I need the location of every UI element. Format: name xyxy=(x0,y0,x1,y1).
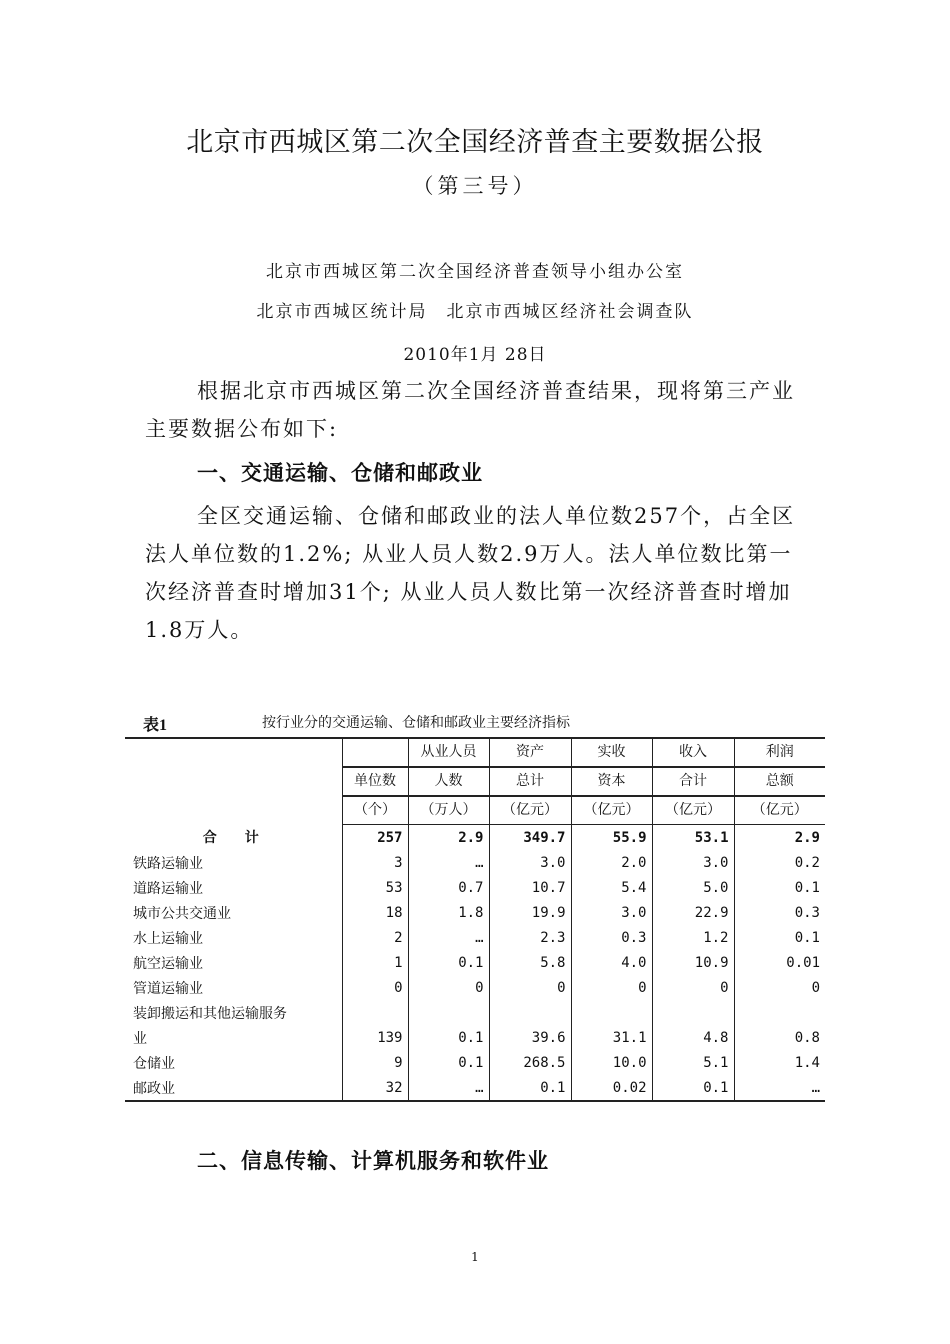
row-value-cell: 2.0 xyxy=(571,850,652,875)
header-capital-line1: 实收 xyxy=(571,738,652,767)
row-industry-name: 管道运输业 xyxy=(133,980,203,997)
table-caption: 按行业分的交通运输、仓储和邮政业主要经济指标 xyxy=(262,715,570,731)
header-units-unit: （个） xyxy=(342,796,408,825)
header-income-unit: （亿元） xyxy=(652,796,734,825)
row-value-cell: 0.1 xyxy=(734,875,825,900)
header-income-line1: 收入 xyxy=(652,738,734,767)
row-industry-name: 水上运输业 xyxy=(133,930,203,947)
row-value-cell: 2 xyxy=(342,925,408,950)
page-number: 1 xyxy=(471,1250,479,1264)
row-value-cell xyxy=(489,1000,571,1025)
row-value-cell: 0.1 xyxy=(652,1075,734,1101)
row-value-cell: 39.6 xyxy=(489,1025,571,1050)
row-value-cell: 22.9 xyxy=(652,900,734,925)
row-value-cell: 53 xyxy=(342,875,408,900)
row-value-cell: 1 xyxy=(342,950,408,975)
table-row xyxy=(125,925,825,950)
row-value-cell: 3.0 xyxy=(489,850,571,875)
row-value-cell: 0.2 xyxy=(734,850,825,875)
publish-date: 2010年1月 28日 xyxy=(403,345,547,365)
row-value-cell: 18 xyxy=(342,900,408,925)
row-value-cell: 0.3 xyxy=(734,900,825,925)
header-profit-unit: （亿元） xyxy=(734,796,825,825)
row-value-cell: 9 xyxy=(342,1050,408,1075)
row-value-cell: 5.8 xyxy=(489,950,571,975)
header-industry xyxy=(125,738,342,825)
row-value-cell: 55.9 xyxy=(571,825,652,851)
row-value-cell: 0.1 xyxy=(408,1025,489,1050)
row-industry-name: 邮政业 xyxy=(125,1075,342,1101)
header-capital-line2: 资本 xyxy=(571,767,652,796)
section-1-heading: 一、交通运输、仓储和邮政业 xyxy=(197,460,483,485)
row-value-cell: 0 xyxy=(408,975,489,1000)
row-value-cell xyxy=(571,1000,652,1025)
row-value-cell xyxy=(408,1000,489,1025)
row-industry-name: 道路运输业 xyxy=(133,880,203,897)
row-value-cell: 3.0 xyxy=(652,850,734,875)
issuer-line-1: 北京市西城区第二次全国经济普查领导小组办公室 xyxy=(266,262,684,282)
row-value-cell: … xyxy=(408,1075,489,1101)
row-value-cell: 19.9 xyxy=(489,900,571,925)
document-title: 北京市西城区第二次全国经济普查主要数据公报 xyxy=(186,127,764,158)
table-header-row-1 xyxy=(125,738,825,767)
header-profit-line2: 总额 xyxy=(734,767,825,796)
table-row xyxy=(125,1025,825,1050)
table-row xyxy=(125,875,825,900)
row-value-cell: 10.9 xyxy=(652,950,734,975)
row-value-cell: 0.1 xyxy=(408,1050,489,1075)
table-row xyxy=(125,1075,825,1101)
header-employees-line2: 人数 xyxy=(408,767,489,796)
table-row xyxy=(125,950,825,975)
row-value-cell: 0.02 xyxy=(571,1075,652,1101)
row-industry-name: 航空运输业 xyxy=(133,955,203,972)
row-value-cell: 5.0 xyxy=(652,875,734,900)
row-value-cell: 53.1 xyxy=(652,825,734,851)
row-value-cell: … xyxy=(734,1075,825,1101)
table-row xyxy=(125,975,825,1000)
row-value-cell: 1.2 xyxy=(652,925,734,950)
row-value-cell: 10.7 xyxy=(489,875,571,900)
row-value-cell: 0 xyxy=(571,975,652,1000)
row-value-cell: 3 xyxy=(342,850,408,875)
row-value-cell: 0 xyxy=(489,975,571,1000)
table-label: 表1 xyxy=(143,717,168,734)
row-value-cell: 2.9 xyxy=(734,825,825,851)
row-industry-name: 业 xyxy=(133,1030,147,1047)
table-row xyxy=(125,900,825,925)
row-value-cell: 0.8 xyxy=(734,1025,825,1050)
table-row xyxy=(125,825,825,851)
header-employees-unit: （万人） xyxy=(408,796,489,825)
row-value-cell: 1.4 xyxy=(734,1050,825,1075)
row-value-cell: 0.1 xyxy=(734,925,825,950)
row-value-cell: 4.8 xyxy=(652,1025,734,1050)
header-profit-line1: 利润 xyxy=(734,738,825,767)
row-value-cell xyxy=(342,1000,408,1025)
row-value-cell: 349.7 xyxy=(489,825,571,851)
row-value-cell: 268.5 xyxy=(489,1050,571,1075)
row-value-cell: 0.7 xyxy=(408,875,489,900)
row-value-cell: 139 xyxy=(342,1025,408,1050)
row-value-cell: 10.0 xyxy=(571,1050,652,1075)
row-value-cell: 0.01 xyxy=(734,950,825,975)
row-value-cell: 0.3 xyxy=(571,925,652,950)
economic-indicators-table xyxy=(125,737,825,1102)
table-row xyxy=(125,1000,825,1025)
row-value-cell: 257 xyxy=(342,825,408,851)
row-industry-name: 城市公共交通业 xyxy=(133,905,231,922)
header-income-line2: 合计 xyxy=(652,767,734,796)
header-assets-line2: 总计 xyxy=(489,767,571,796)
header-capital-unit: （亿元） xyxy=(571,796,652,825)
row-value-cell: 2.3 xyxy=(489,925,571,950)
section-2-heading: 二、信息传输、计算机服务和软件业 xyxy=(197,1148,549,1173)
row-value-cell: 0.1 xyxy=(408,950,489,975)
row-value-cell: 4.0 xyxy=(571,950,652,975)
row-value-cell xyxy=(734,1000,825,1025)
row-value-cell: 0 xyxy=(342,975,408,1000)
row-value-cell: 3.0 xyxy=(571,900,652,925)
row-value-cell: … xyxy=(408,850,489,875)
document-subtitle: （第三号） xyxy=(412,174,538,198)
row-industry-name: 合 计 xyxy=(202,830,259,847)
row-value-cell: 32 xyxy=(342,1075,408,1101)
row-value-cell xyxy=(652,1000,734,1025)
section-1-paragraph: 全区交通运输、仓储和邮政业的法人单位数257个，占全区法人单位数的1.2%; 从业人员人数2.9万人。法人单位数比第一次经济普查时增加31个; 从业人员人数比第一次经济普查时增加1.8万人。 xyxy=(145,504,796,642)
row-value-cell: 5.1 xyxy=(652,1050,734,1075)
header-employees-line1: 从业人员 xyxy=(408,738,489,767)
table-row xyxy=(125,850,825,875)
row-value-cell: 0 xyxy=(734,975,825,1000)
table-row xyxy=(125,1050,825,1075)
row-industry-name: 装卸搬运和其他运输服务 xyxy=(133,1005,287,1022)
row-value-cell: 1.8 xyxy=(408,900,489,925)
row-value-cell: 0 xyxy=(652,975,734,1000)
issuer-line-2: 北京市西城区统计局 北京市西城区经济社会调查队 xyxy=(256,302,694,322)
row-industry-name: 铁路运输业 xyxy=(133,855,203,872)
header-units-line2: 单位数 xyxy=(342,767,408,796)
header-assets-line1: 资产 xyxy=(489,738,571,767)
row-value-cell: 31.1 xyxy=(571,1025,652,1050)
header-units-line1 xyxy=(342,738,408,767)
row-value-cell: 2.9 xyxy=(408,825,489,851)
row-industry-name: 仓储业 xyxy=(133,1055,175,1072)
row-value-cell: 0.1 xyxy=(489,1075,571,1101)
row-value-cell: 5.4 xyxy=(571,875,652,900)
header-assets-unit: （亿元） xyxy=(489,796,571,825)
intro-paragraph: 根据北京市西城区第二次全国经济普查结果，现将第三产业主要数据公布如下: xyxy=(145,379,795,441)
row-value-cell: … xyxy=(408,925,489,950)
